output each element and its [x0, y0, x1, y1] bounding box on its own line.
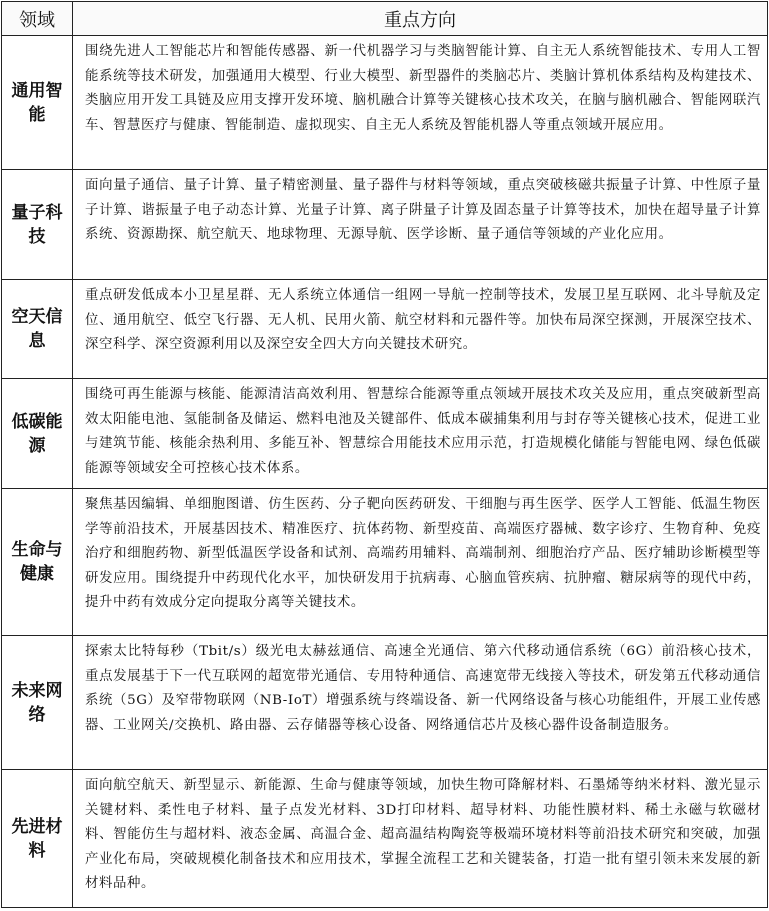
table-row	[2, 379, 768, 489]
field-cell	[2, 636, 73, 770]
table-row	[2, 770, 768, 908]
header-direction: 重点方向	[73, 2, 768, 36]
key-directions-table	[1, 1, 768, 908]
field-label: 空天信息	[11, 307, 63, 351]
direction-cell: 聚焦基因编辑、单细胞图谱、仿生医药、分子靶向医药研发、干细胞与再生医学、医学人工智能、低温生物医学等前沿技术，开展基因技术、精准医疗、抗体药物、新型疫苗、高端医疗器械、数字诊疗、生物育种、免疫治疗和细胞药物、新型低温医学设备和试剂、高端药用辅料、高端制剂、细胞治疗产品、医疗辅助诊断模型等研发应用。围绕提升中药现代化水平，加快研发用于抗病毒、心脑血管疾病、抗肿瘤、糖尿病等的现代中药，提升中药有效成分定向提取分离等关键技术。	[73, 489, 768, 636]
direction-cell: 围绕先进人工智能芯片和智能传感器、新一代机器学习与类脑智能计算、自主无人系统智能技术、专用人工智能系统等技术研发，加强通用大模型、行业大模型、新型器件的类脑芯片、类脑计算机体系结构及构建技术、类脑应用开发工具链及应用支撑开发环境、脑机融合计算等关键核心技术攻关，在脑与脑机融合、智能网联汽车、智慧医疗与健康、智能制造、虚拟现实、自主无人系统及智能机器人等重点领域开展应用。	[73, 36, 768, 170]
field-cell	[2, 770, 73, 908]
field-label: 低碳能源	[11, 411, 63, 456]
field-label: 量子科技	[11, 202, 63, 247]
field-label: 未来网络	[11, 680, 63, 725]
field-cell	[2, 489, 73, 636]
table-row	[2, 489, 768, 636]
direction-cell: 围绕可再生能源与核能、能源清洁高效利用、智慧综合能源等重点领域开展技术攻关及应用，重点突破新型高效太阳能电池、氢能制备及储运、燃料电池及关键部件、低成本碳捕集利用与封存等关键核心技术，促进工业与建筑节能、核能余热利用、多能互补、智慧综合用能技术应用示范，打造规模化储能与智能电网、绿色低碳能源等领域安全可控核心技术体系。	[73, 379, 768, 489]
header-row	[2, 2, 768, 36]
field-label: 通用智能	[11, 80, 63, 125]
field-cell	[2, 280, 73, 379]
direction-cell: 探索太比特每秒（Tbit/s）级光电太赫兹通信、高速全光通信、第六代移动通信系统（6G）前沿核心技术，重点发展基于下一代互联网的超宽带光通信、专用特种通信、高速宽带无线接入等技术，研发第五代移动通信系统（5G）及窄带物联网（NB-IoT）增强系统与终端设备、新一代网络设备与核心功能组件，开展工业传感器、工业网关/交换机、路由器、云存储器等核心设备、网络通信芯片及核心器件设备制造服务。	[73, 636, 768, 770]
direction-cell: 重点研发低成本小卫星星群、无人系统立体通信一组网一导航一控制等技术，发展卫星互联网、北斗导航及定位、通用航空、低空飞行器、无人机、民用火箭、航空材料和元器件等。加快布局深空探测，开展深空技术、深空科学、深空资源利用以及深空安全四大方向关键技术研究。	[73, 280, 768, 379]
field-cell	[2, 36, 73, 170]
field-cell	[2, 170, 73, 280]
table-row	[2, 170, 768, 280]
field-cell	[2, 379, 73, 489]
table-row	[2, 36, 768, 170]
field-label: 先进材料	[11, 816, 63, 861]
direction-cell: 面向航空航天、新型显示、新能源、生命与健康等领域，加快生物可降解材料、石墨烯等纳米材料、激光显示关键材料、柔性电子材料、量子点发光材料、3D打印材料、超导材料、功能性膜材料、稀土永磁与软磁材料、智能仿生与超材料、液态金属、高温合金、超高温结构陶瓷等极端环境材料等前沿技术研究和突破，加强产业化布局，突破规模化制备技术和应用技术，掌握全流程工艺和关键装备，打造一批有望引领未来发展的新材料品种。	[73, 770, 768, 908]
table-row	[2, 636, 768, 770]
direction-cell: 面向量子通信、量子计算、量子精密测量、量子器件与材料等领域，重点突破核磁共振量子计算、中性原子量子计算、谐振量子电子动态计算、光量子计算、离子阱量子计算及固态量子计算等技术，加快在超导量子计算系统、资源勘探、航空航天、地球物理、无源导航、医学诊断、量子通信等领域的产业化应用。	[73, 170, 768, 280]
field-label: 生命与健康	[11, 540, 63, 584]
header-field: 领域	[2, 2, 73, 36]
table-row	[2, 280, 768, 379]
